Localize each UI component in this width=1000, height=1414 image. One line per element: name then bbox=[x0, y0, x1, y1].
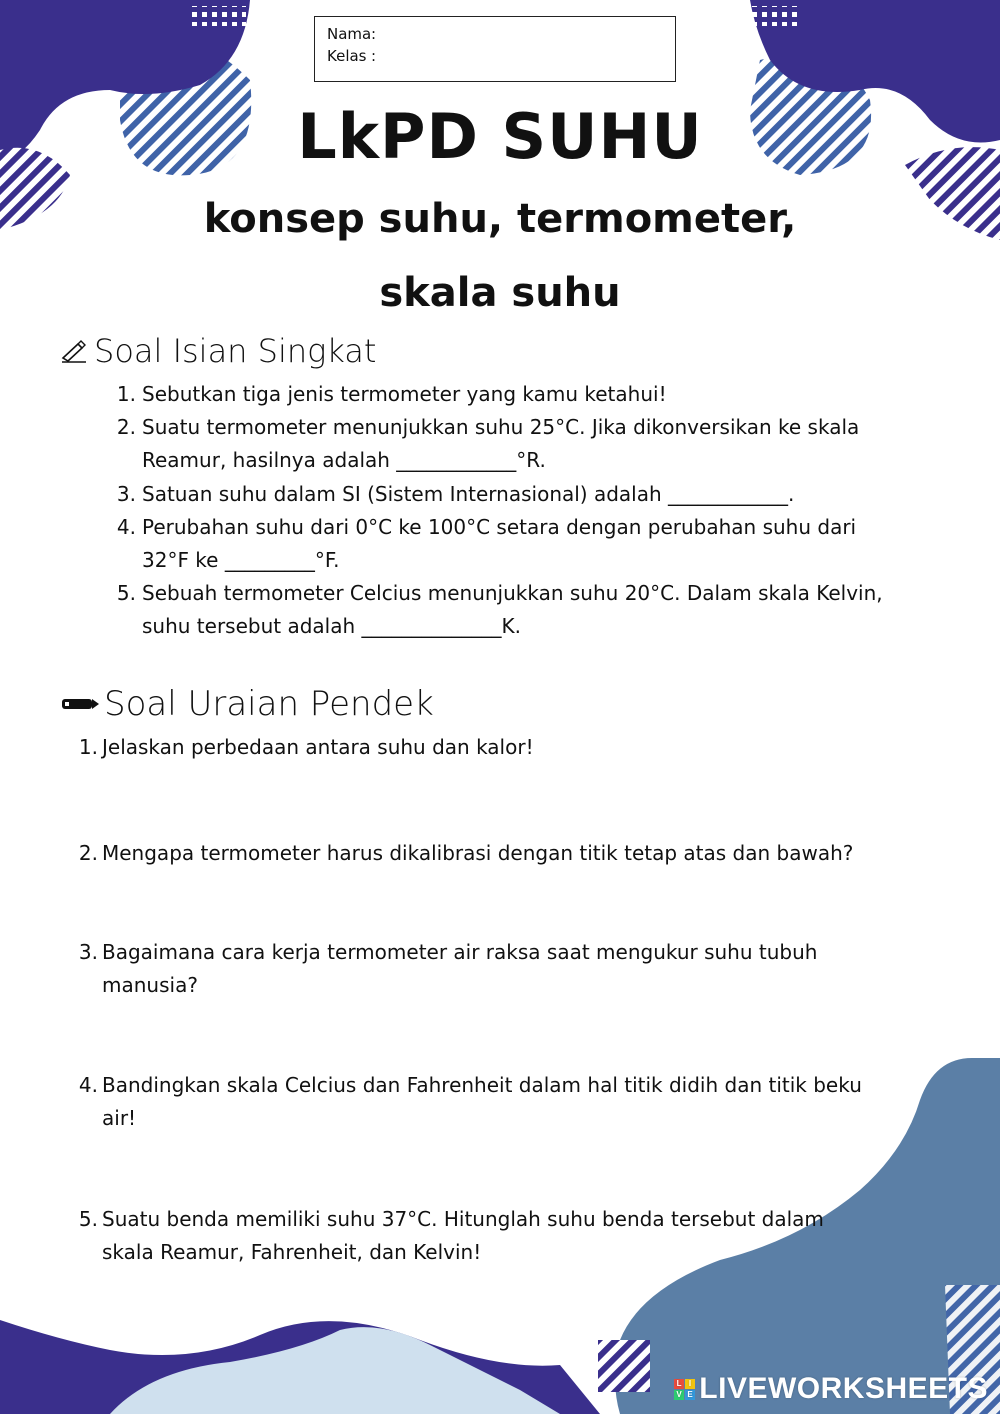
question-text: Satuan suhu dalam SI (Sistem Internasional) adalah ____________. bbox=[142, 482, 795, 506]
question-text-line-2: manusia? bbox=[102, 973, 198, 997]
question-text: Bagaimana cara kerja termometer air raksa saat mengukur suhu tubuh bbox=[102, 940, 818, 964]
question-number: 2. bbox=[78, 841, 98, 865]
section-heading-isian bbox=[60, 332, 376, 370]
name-row bbox=[327, 25, 376, 43]
class-separator: : bbox=[371, 47, 377, 65]
question-number: 1. bbox=[116, 382, 136, 406]
question-text: Sebutkan tiga jenis termometer yang kamu ketahui! bbox=[142, 382, 667, 406]
question-number: 3. bbox=[116, 482, 136, 506]
question-text: Perubahan suhu dari 0°C ke 100°C setara dengan perubahan suhu dari bbox=[142, 515, 857, 539]
question-text: Sebuah termometer Celcius menunjukkan suhu 20°C. Dalam skala Kelvin, bbox=[142, 581, 883, 605]
question-text-line-2: 32°F ke _________°F. bbox=[142, 548, 340, 572]
question-number: 4. bbox=[78, 1073, 98, 1097]
writing-hand-icon bbox=[60, 338, 90, 364]
question-text-line-2: suhu tersebut adalah ______________K. bbox=[142, 614, 521, 638]
subtitle-line-2: skala suhu bbox=[379, 270, 621, 316]
question-number: 5. bbox=[116, 581, 136, 605]
question-number: 3. bbox=[78, 940, 98, 964]
logo-letter: I bbox=[685, 1379, 695, 1389]
question-text: Bandingkan skala Celcius dan Fahrenheit dalam hal titik didih dan titik beku bbox=[102, 1073, 862, 1097]
liveworksheets-logo-icon bbox=[674, 1379, 695, 1400]
question-number: 1. bbox=[78, 735, 98, 759]
watermark-text: LIVEWORKSHEETS bbox=[699, 1372, 988, 1405]
page-title: LkPD SUHU bbox=[297, 100, 703, 173]
section-heading-uraian bbox=[60, 684, 434, 724]
section-title-isian: Soal Isian Singkat bbox=[94, 332, 377, 370]
student-info-box bbox=[314, 16, 676, 82]
question-number: 4. bbox=[116, 515, 136, 539]
question-text: Suatu termometer menunjukkan suhu 25°C. Jika dikonversikan ke skala bbox=[142, 415, 860, 439]
question-text-line-2: Reamur, hasilnya adalah ____________°R. bbox=[142, 448, 546, 472]
question-number: 2. bbox=[116, 415, 136, 439]
pen-icon bbox=[60, 694, 100, 714]
question-number: 5. bbox=[78, 1207, 98, 1231]
liveworksheets-watermark[interactable] bbox=[674, 1372, 988, 1406]
question-text: Suatu benda memiliki suhu 37°C. Hitunglah suhu benda tersebut dalam bbox=[102, 1207, 824, 1231]
subtitle-line-1: konsep suhu, termometer, bbox=[203, 196, 797, 242]
logo-letter: E bbox=[685, 1390, 695, 1400]
section-title-uraian: Soal Uraian Pendek bbox=[104, 684, 434, 724]
name-separator: : bbox=[371, 25, 377, 43]
logo-letter: V bbox=[674, 1390, 684, 1400]
logo-letter: L bbox=[674, 1379, 684, 1389]
class-label: Kelas bbox=[327, 47, 367, 65]
class-row bbox=[327, 47, 376, 65]
question-text: Mengapa termometer harus dikalibrasi dengan titik tetap atas dan bawah? bbox=[102, 841, 854, 865]
bottom-wave-decoration bbox=[0, 1320, 600, 1414]
question-text-line-2: skala Reamur, Fahrenheit, dan Kelvin! bbox=[102, 1240, 482, 1264]
question-text-line-2: air! bbox=[102, 1106, 137, 1130]
name-label: Nama bbox=[327, 25, 372, 43]
question-text: Jelaskan perbedaan antara suhu dan kalor! bbox=[102, 735, 534, 759]
